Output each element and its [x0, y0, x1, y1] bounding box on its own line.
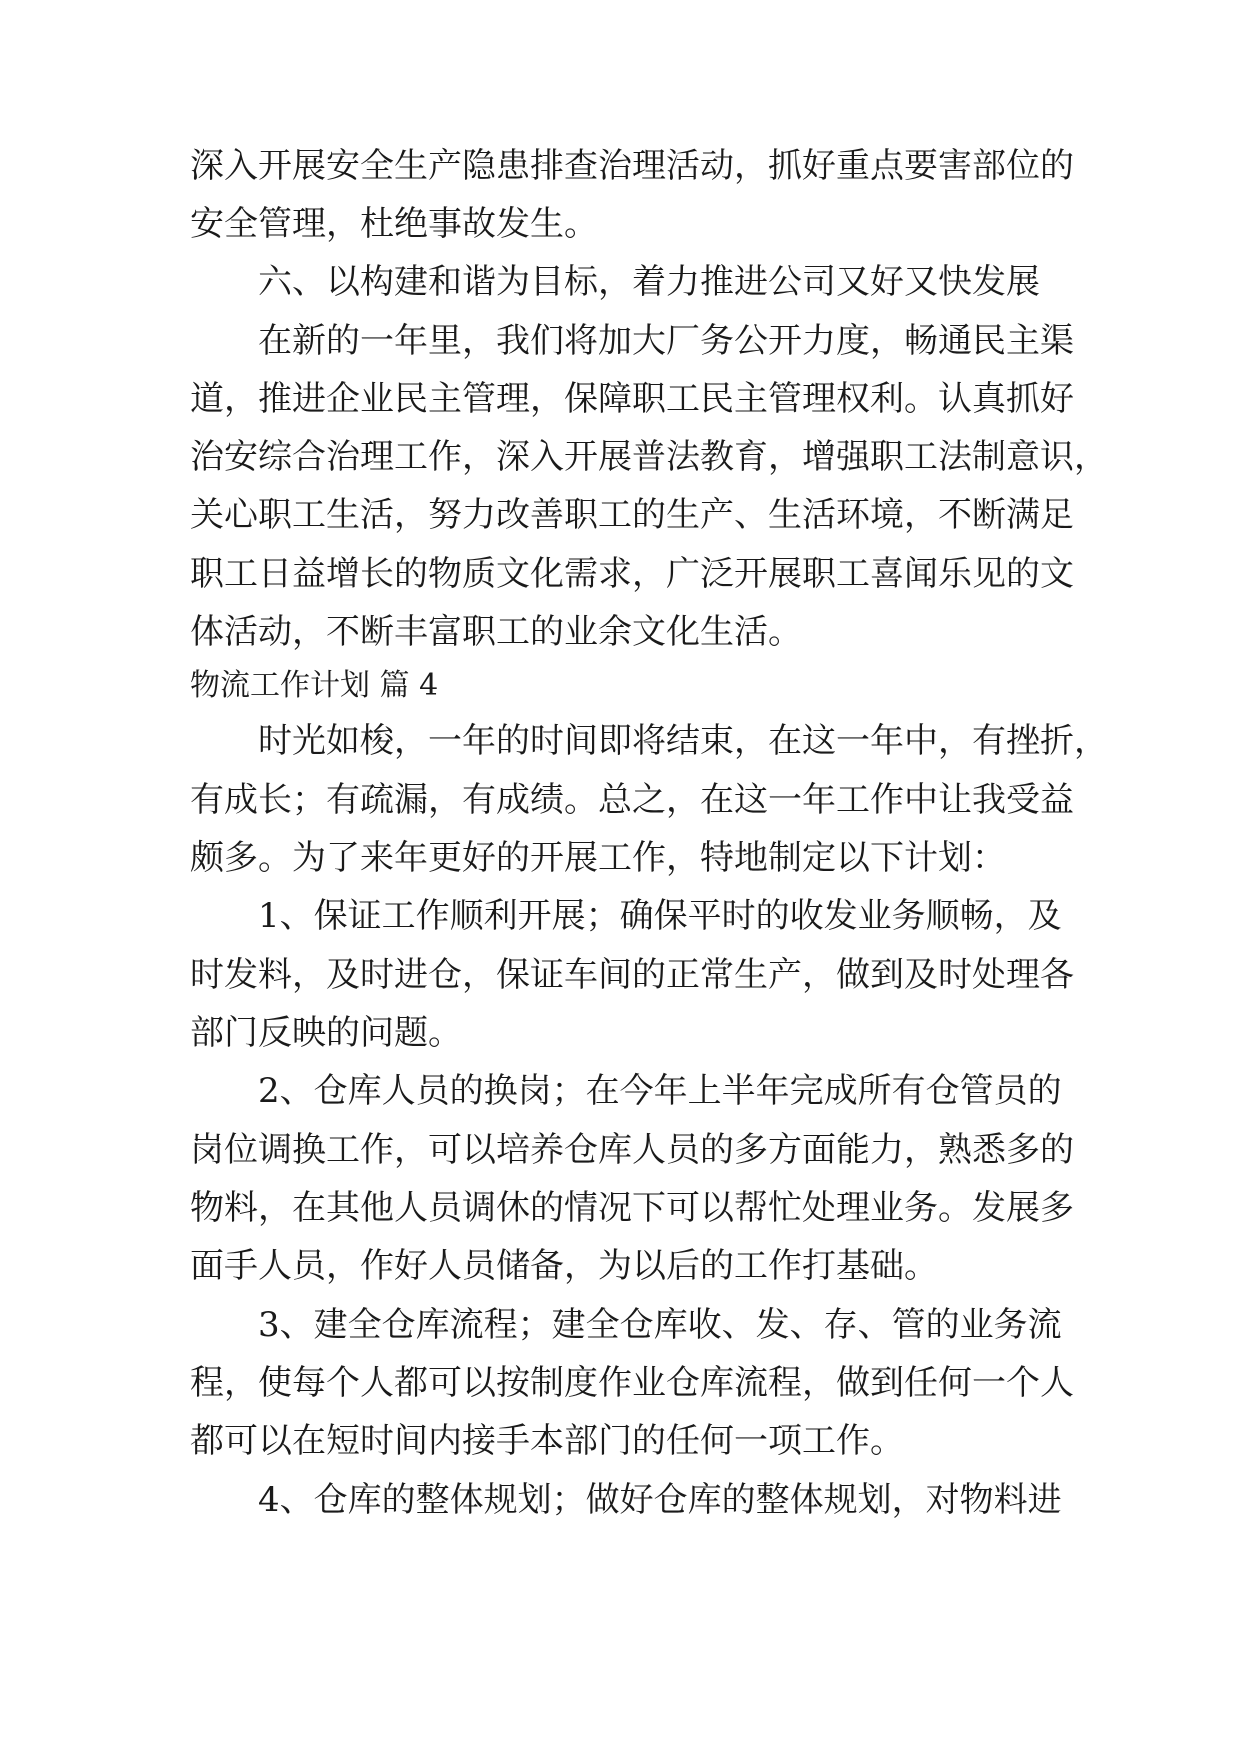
- text-line: 颇多。为了来年更好的开展工作，特地制定以下计划：: [190, 838, 1006, 878]
- text-line: 4、仓库的整体规划；做好仓库的整体规划，对物料进: [258, 1480, 1062, 1520]
- text-line: 岗位调换工作，可以培养仓库人员的多方面能力，熟悉多的: [190, 1130, 1074, 1170]
- text-line: 有成长；有疏漏，有成绩。总之，在这一年工作中让我受益: [190, 780, 1074, 820]
- text-line: 在新的一年里，我们将加大厂务公开力度，畅通民主渠: [258, 321, 1074, 361]
- text-line: 深入开展安全生产隐患排查治理活动，抓好重点要害部位的: [190, 146, 1074, 186]
- text-line: 1、保证工作顺利开展；确保平时的收发业务顺畅，及: [258, 896, 1062, 936]
- text-line: 职工日益增长的物质文化需求，广泛开展职工喜闻乐见的文: [190, 554, 1074, 594]
- text-line: 体活动，不断丰富职工的业余文化生活。: [190, 612, 802, 652]
- text-line: 安全管理，杜绝事故发生。: [190, 204, 598, 244]
- text-line: 时光如梭，一年的时间即将结束，在这一年中，有挫折，: [258, 721, 1108, 761]
- article-title: 物流工作计划 篇 4: [190, 668, 439, 703]
- text-line: 治安综合治理工作，深入开展普法教育，增强职工法制意识，: [190, 437, 1108, 477]
- text-line: 部门反映的问题。: [190, 1013, 462, 1053]
- text-line: 3、建全仓库流程；建全仓库收、发、存、管的业务流: [258, 1305, 1062, 1345]
- text-line: 程，使每个人都可以按制度作业仓库流程，做到任何一个人: [190, 1363, 1074, 1403]
- text-line: 时发料，及时进仓，保证车间的正常生产，做到及时处理各: [190, 955, 1074, 995]
- text-line: 关心职工生活，努力改善职工的生产、生活环境，不断满足: [190, 495, 1074, 535]
- text-line: 道，推进企业民主管理，保障职工民主管理权利。认真抓好: [190, 379, 1074, 419]
- text-line: 2、仓库人员的换岗；在今年上半年完成所有仓管员的: [258, 1071, 1062, 1111]
- text-line: 都可以在短时间内接手本部门的任何一项工作。: [190, 1421, 904, 1461]
- text-line: 面手人员，作好人员储备，为以后的工作打基础。: [190, 1246, 938, 1286]
- text-line: 物料，在其他人员调休的情况下可以帮忙处理业务。发展多: [190, 1188, 1074, 1228]
- section-heading: 六、以构建和谐为目标，着力推进公司又好又快发展: [258, 262, 1040, 302]
